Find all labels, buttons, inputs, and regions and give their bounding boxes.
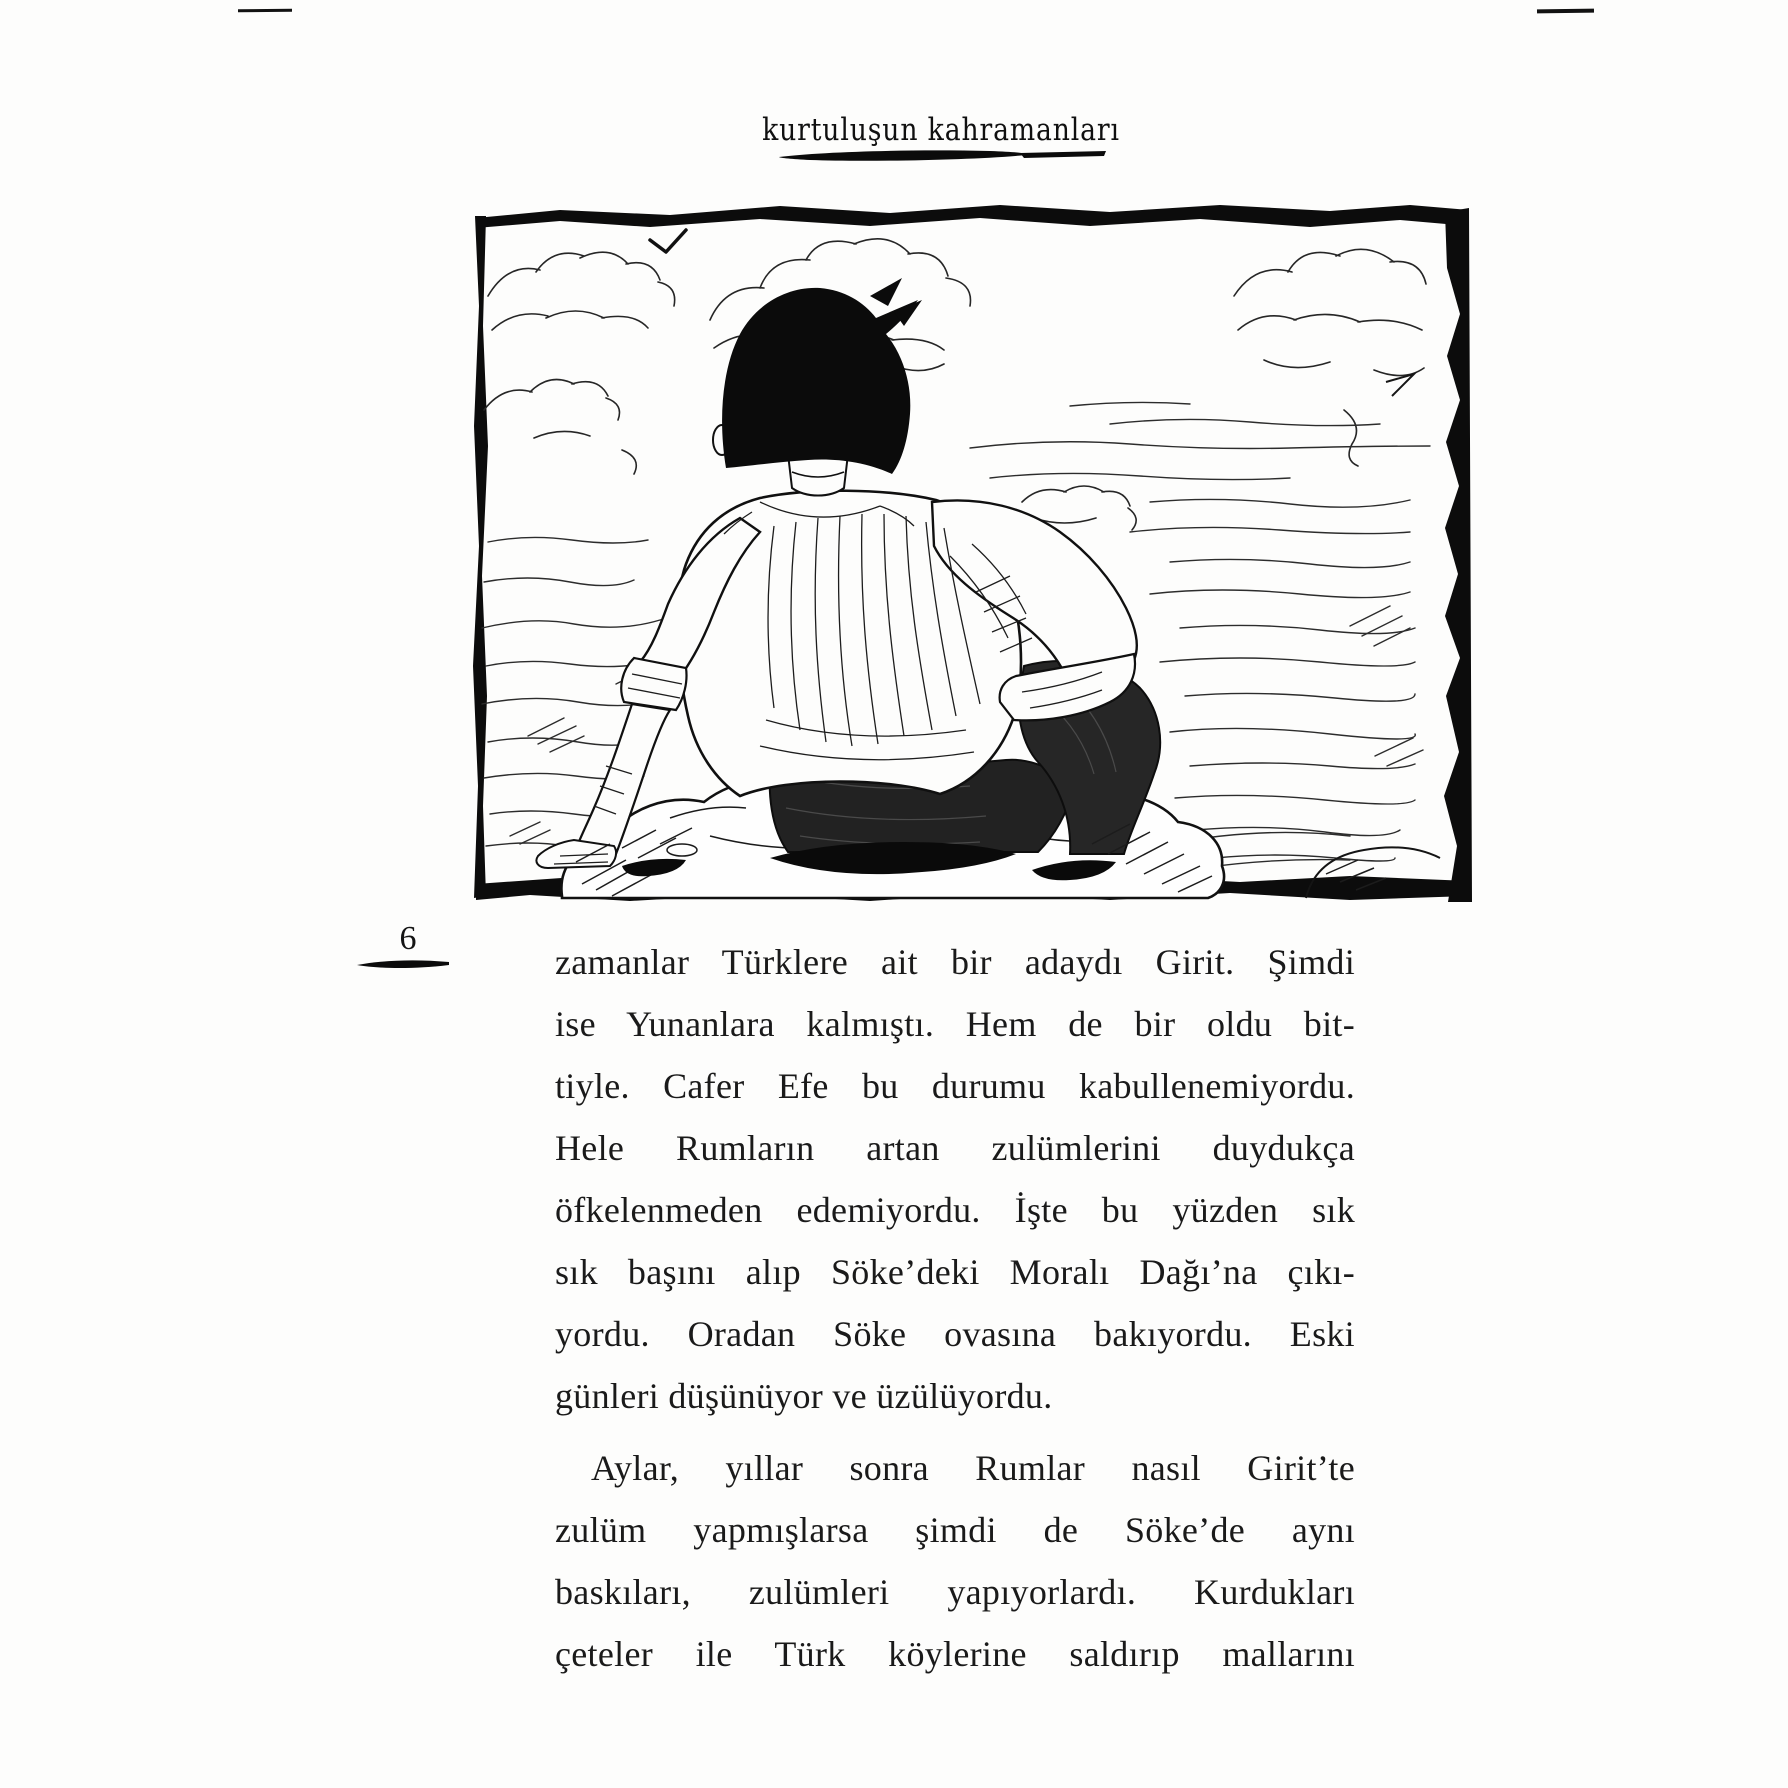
top-left-mark — [238, 9, 292, 13]
bird-icon — [650, 230, 686, 252]
text-line: ise Yunanlara kalmıştı. Hem de bir oldu bit- — [555, 1004, 1355, 1044]
text-line: yordu. Oradan Söke ovasına bakıyordu. Eski — [555, 1314, 1355, 1354]
small-sail-mark — [1386, 374, 1414, 396]
text-line: baskıları, zulümleri yapıyorlardı. Kurdukları — [555, 1572, 1355, 1612]
top-right-mark — [1537, 9, 1594, 14]
clouds — [484, 239, 1426, 530]
text-line: tiyle. Cafer Efe bu durumu kabullenemiyordu. — [555, 1066, 1355, 1106]
text-line: zulüm yapmışlarsa şimdi de Söke’de aynı — [555, 1510, 1355, 1550]
running-header-underline — [778, 147, 1108, 163]
text-line: Aylar, yıllar sonra Rumlar nasıl Girit’te — [591, 1448, 1355, 1488]
hair — [722, 288, 918, 474]
left-cuff — [621, 658, 686, 710]
text-line: Hele Rumların artan zulümlerini duydukça — [555, 1128, 1355, 1168]
text-line: çeteler ile Türk köylerine saldırıp mallarını — [555, 1634, 1355, 1674]
illustration-man-on-rock — [470, 196, 1475, 906]
text-line: zamanlar Türklere ait bir adaydı Girit. Şimdi — [555, 942, 1355, 982]
figure-man-back-view — [536, 278, 1160, 868]
running-header: kurtuluşun kahramanları — [762, 112, 1120, 148]
page-number-underline — [356, 957, 452, 971]
page-number: 6 — [399, 920, 417, 957]
text-line: günleri düşünüyor ve üzülüyordu. — [555, 1376, 1053, 1416]
body-text — [555, 931, 1355, 1685]
text-line: sık başını alıp Söke’deki Moralı Dağı’na çıkı- — [555, 1252, 1355, 1292]
text-line: öfkelenmeden edemiyordu. İşte bu yüzden sık — [555, 1190, 1355, 1230]
